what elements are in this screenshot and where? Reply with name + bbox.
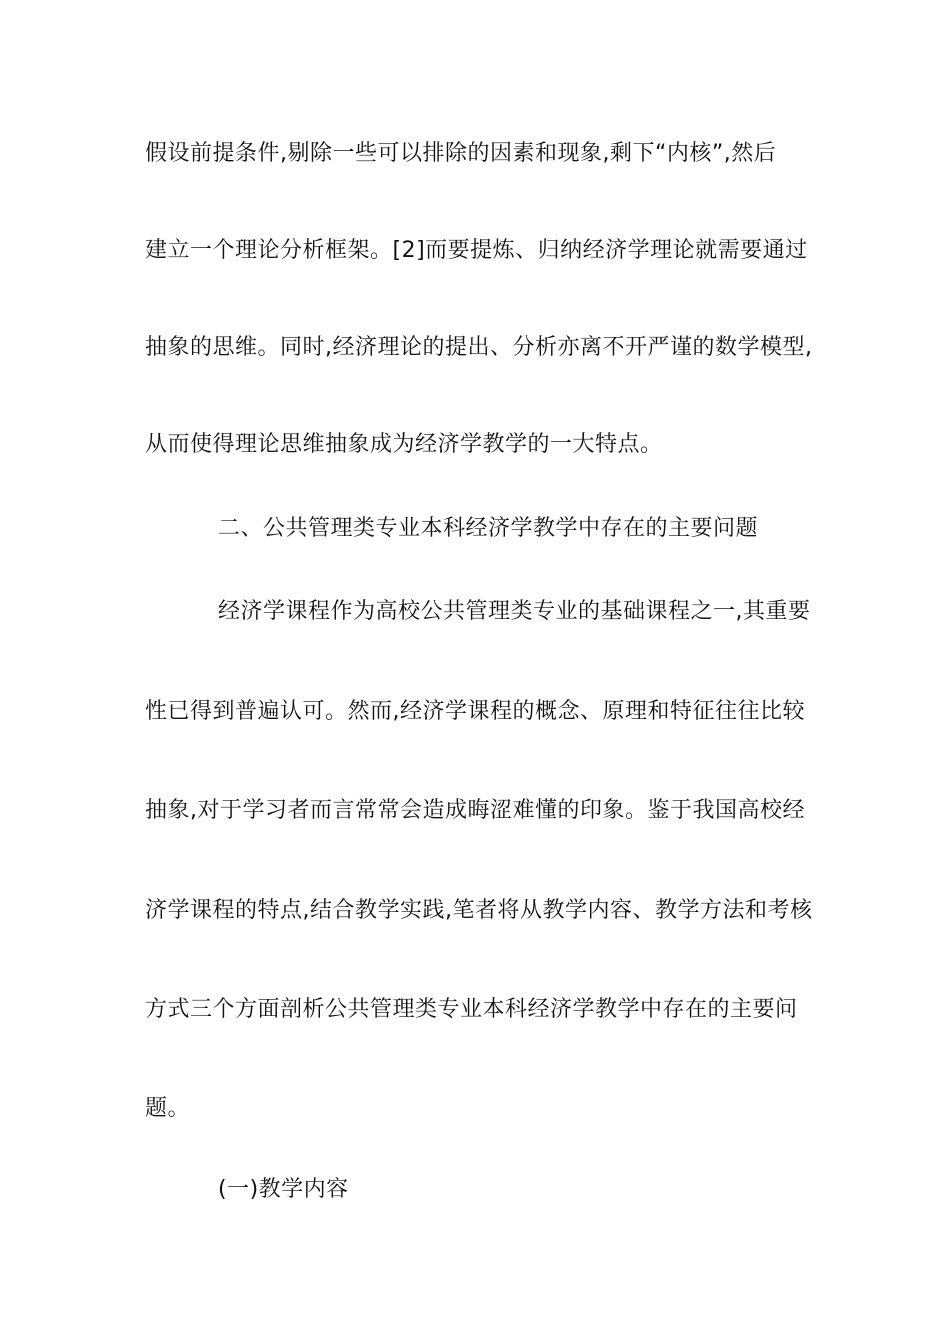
- section-heading: 二、公共管理类专业本科经济学教学中存在的主要问题: [218, 516, 759, 541]
- text-line: 济学课程的特点,结合教学实践,笔者将从教学内容、教学方法和考核: [145, 898, 813, 923]
- text-line: 方式三个方面剖析公共管理类专业本科经济学教学中存在的主要问: [145, 997, 798, 1022]
- text-line: 抽象,对于学习者而言常常会造成晦涩难懂的印象。鉴于我国高校经: [145, 798, 805, 823]
- text-line: 经济学课程作为高校公共管理类专业的基础课程之一,其重要: [218, 599, 811, 624]
- text-line: 性已得到普遍认可。然而,经济学课程的概念、原理和特征往往比较: [145, 699, 805, 724]
- text-line: 假设前提条件,剔除一些可以排除的因素和现象,剩下“内核”,然后: [145, 141, 777, 166]
- text-line: 建立一个理论分析框架。[2]而要提炼、归纳经济学理论就需要通过: [145, 238, 808, 263]
- subheading: (一)教学内容: [218, 1177, 349, 1202]
- text-line: 抽象的思维。同时,经济理论的提出、分析亦离不开严谨的数学模型,: [145, 335, 813, 360]
- text-line: 题。: [145, 1096, 191, 1121]
- text-line: 从而使得理论思维抽象成为经济学教学的一大特点。: [145, 432, 663, 457]
